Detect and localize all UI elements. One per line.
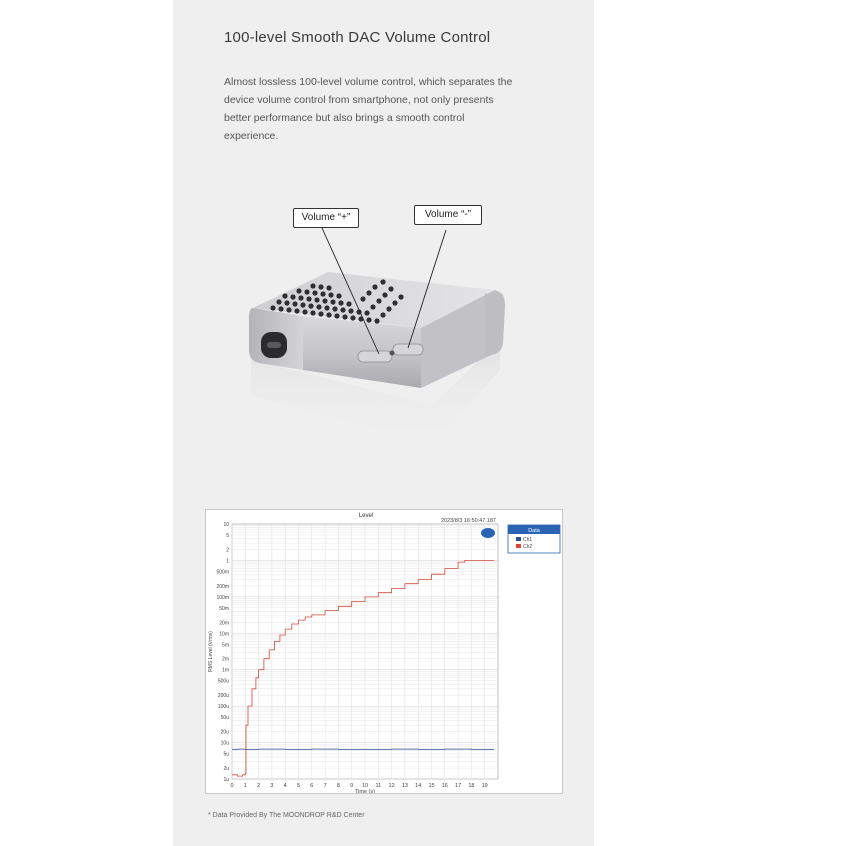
y-tick-label: 2 bbox=[226, 547, 229, 554]
y-tick-label: 5m bbox=[222, 642, 229, 649]
y-tick-label: 50m bbox=[219, 605, 229, 612]
volume-minus-button[interactable] bbox=[393, 344, 423, 355]
x-tick-label: 11 bbox=[375, 783, 382, 789]
legend-swatch bbox=[516, 537, 521, 541]
x-tick-label: 6 bbox=[310, 783, 314, 789]
y-tick-label: 10u bbox=[220, 740, 229, 747]
x-tick-label: 19 bbox=[481, 783, 488, 789]
y-tick-label: 500u bbox=[217, 678, 229, 685]
usb-c-port-tongue bbox=[267, 342, 281, 348]
y-axis-label: RMS Level (Vrms) bbox=[208, 631, 214, 672]
legend-entry: Ch2 bbox=[523, 544, 533, 550]
y-tick-label: 200u bbox=[217, 693, 229, 700]
y-tick-label: 1u bbox=[223, 777, 229, 783]
x-tick-label: 10 bbox=[361, 783, 369, 789]
x-tick-label: 18 bbox=[468, 783, 475, 789]
y-tick-label: 50u bbox=[220, 715, 229, 722]
description-line: experience. bbox=[224, 130, 279, 142]
y-tick-label: 1m bbox=[222, 667, 229, 674]
product-panel bbox=[173, 0, 594, 846]
level-chart-svg bbox=[206, 510, 562, 793]
x-tick-label: 8 bbox=[336, 783, 340, 789]
device-right-bumper bbox=[485, 292, 505, 356]
y-tick-label: 20u bbox=[220, 729, 229, 736]
x-tick-label: 9 bbox=[350, 783, 354, 789]
y-tick-label: 2u bbox=[223, 766, 229, 773]
y-tick-label: 2m bbox=[222, 656, 229, 663]
x-tick-label: 17 bbox=[455, 783, 462, 789]
x-axis-label: Time (s) bbox=[355, 789, 375, 793]
y-tick-label: 20m bbox=[219, 620, 229, 627]
y-tick-label: 100m bbox=[216, 594, 229, 601]
x-tick-label: 14 bbox=[415, 783, 422, 789]
chart-timestamp: 2023/8/3 16:50:47.187 bbox=[440, 518, 496, 524]
volume-plus-button[interactable] bbox=[358, 351, 392, 362]
section-title: 100-level Smooth DAC Volume Control bbox=[224, 29, 491, 46]
x-tick-label: 1 bbox=[243, 783, 247, 789]
y-tick-label: 500m bbox=[216, 569, 229, 576]
y-tick-label: 200m bbox=[216, 583, 229, 590]
legend-entry: Ch1 bbox=[523, 537, 533, 543]
x-tick-label: 0 bbox=[230, 783, 234, 789]
y-tick-label: 10 bbox=[223, 522, 229, 528]
y-tick-label: 5 bbox=[226, 532, 229, 539]
x-tick-label: 13 bbox=[401, 783, 408, 789]
level-chart bbox=[205, 509, 563, 794]
dac-device-illustration bbox=[233, 220, 523, 450]
x-tick-label: 2 bbox=[257, 783, 261, 789]
x-tick-label: 3 bbox=[270, 783, 274, 789]
y-tick-label: 100u bbox=[217, 704, 229, 711]
x-tick-label: 4 bbox=[283, 783, 287, 789]
callout-volume-plus: Volume “+” bbox=[293, 208, 359, 228]
callout-volume-minus: Volume “-” bbox=[414, 205, 482, 225]
x-tick-label: 7 bbox=[323, 783, 327, 789]
x-tick-label: 12 bbox=[388, 783, 395, 789]
x-tick-label: 15 bbox=[428, 783, 435, 789]
y-tick-label: 5u bbox=[223, 751, 229, 758]
ap-logo-icon bbox=[481, 528, 495, 538]
data-source-footnote: * Data Provided By The MOONDROP R&D Center bbox=[208, 812, 365, 819]
indicator-led-icon bbox=[390, 351, 395, 356]
x-tick-label: 5 bbox=[296, 783, 301, 789]
description-line: Almost lossless 100-level volume control, which separates the bbox=[224, 76, 513, 88]
section-description bbox=[224, 73, 544, 145]
description-line: device volume control from smartphone, not only presents bbox=[224, 94, 494, 106]
legend-title: Data bbox=[528, 528, 540, 534]
y-tick-label: 10m bbox=[219, 631, 229, 638]
description-line: better performance but also brings a smooth control bbox=[224, 112, 465, 124]
y-tick-label: 1 bbox=[226, 558, 229, 565]
x-tick-label: 16 bbox=[441, 783, 448, 789]
chart-title: Level bbox=[358, 513, 374, 519]
legend-swatch bbox=[516, 544, 521, 548]
